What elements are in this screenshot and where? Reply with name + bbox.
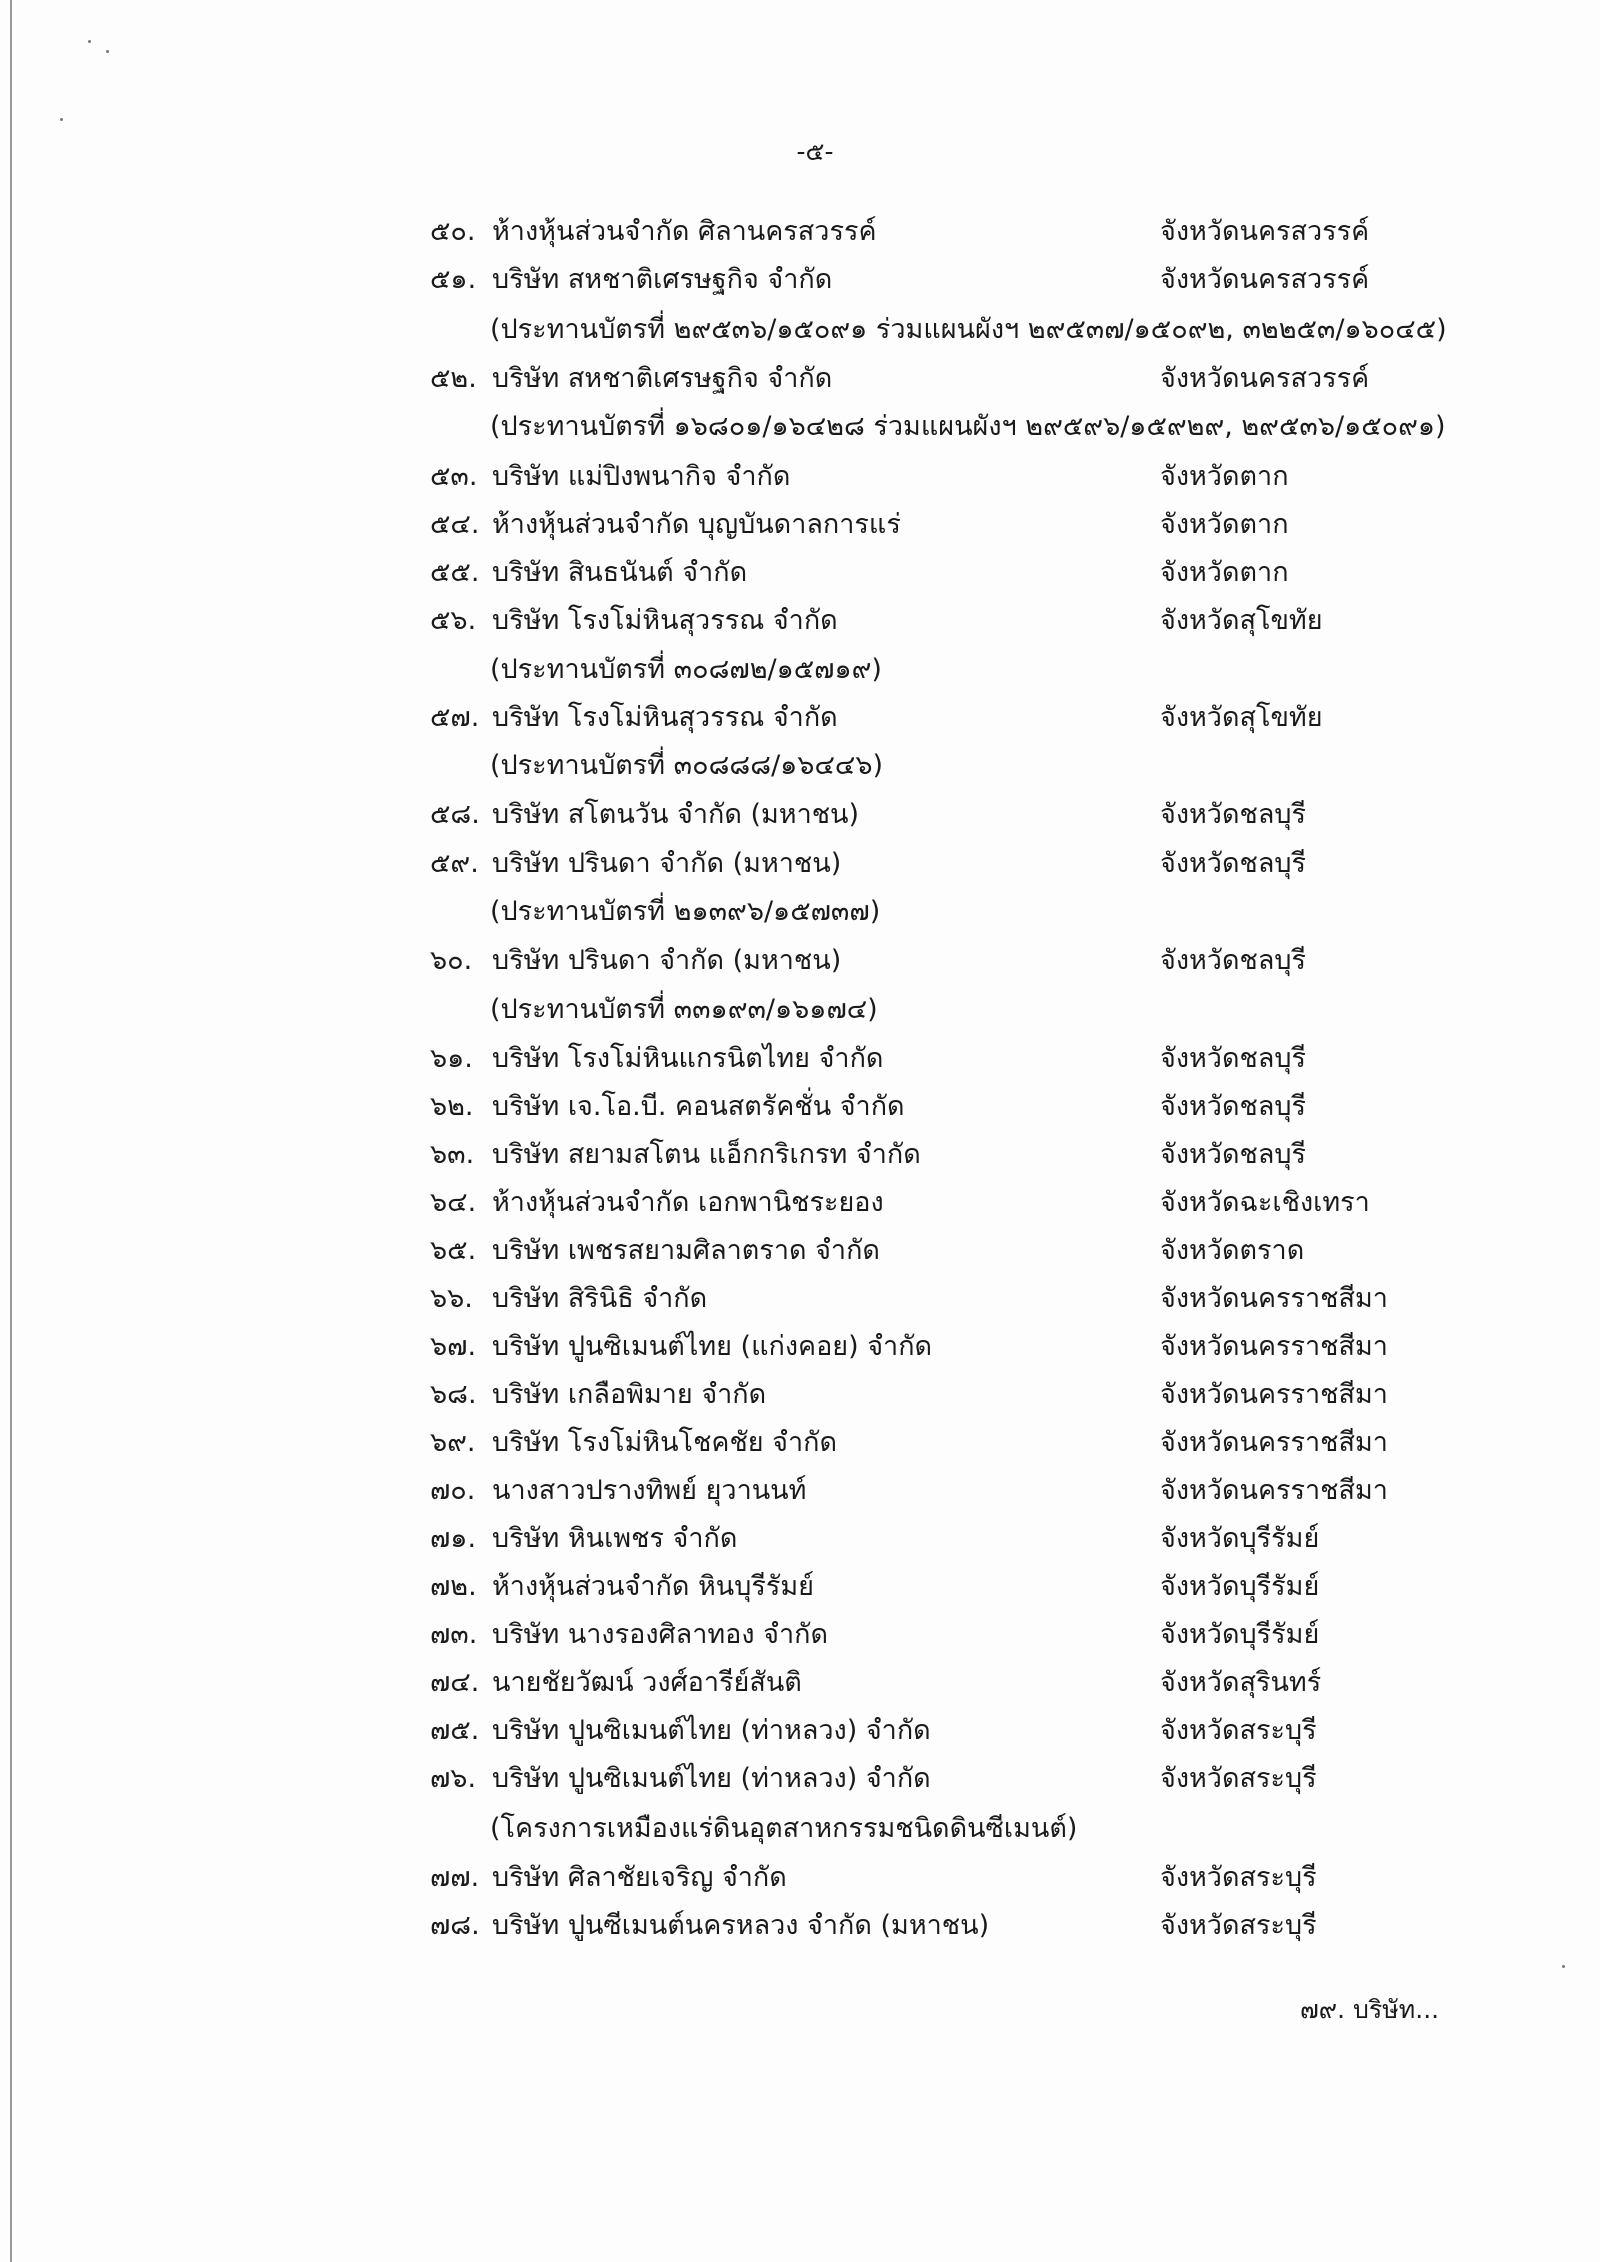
- list-item: [430, 1037, 1150, 1081]
- company-name: บริษัท สหชาติเศรษฐกิจ จำกัด: [492, 363, 833, 394]
- license-note: (ประทานบัตรที่ ๓๐๘๘๘/๑๖๔๔๖): [490, 750, 883, 781]
- province-label: จังหวัดบุรีรัมย์: [1160, 1571, 1320, 1602]
- province-label: จังหวัดนครสวรรค์: [1160, 363, 1370, 394]
- company-name: ห้างหุ้นส่วนจำกัด เอกพานิชระยอง: [492, 1187, 884, 1218]
- list-item: [430, 1757, 1150, 1801]
- province-label: จังหวัดสุโขทัย: [1160, 605, 1323, 636]
- item-number: ๕๑.: [430, 264, 477, 295]
- item-number: ๕๙.: [430, 848, 479, 879]
- province-label: จังหวัดตาก: [1160, 557, 1289, 588]
- province-label: จังหวัดสุรินทร์: [1160, 1667, 1322, 1698]
- province-label: จังหวัดนครราชสีมา: [1160, 1427, 1388, 1458]
- license-note: (ประทานบัตรที่ ๑๖๘๐๑/๑๖๔๒๘ ร่วมแผนผังฯ ๒๙๕๙๖/๑๕๙๒๙, ๒๙๕๓๖/๑๕๐๙๑): [490, 411, 1446, 442]
- list-item: [430, 793, 1150, 837]
- list-item: [430, 1325, 1150, 1369]
- list-item: [430, 1856, 1150, 1900]
- list-item: [430, 455, 1150, 499]
- company-name: บริษัท ปูนซิเมนต์ไทย (ท่าหลวง) จำกัด: [492, 1763, 931, 1794]
- province-label: จังหวัดสระบุรี: [1160, 1862, 1317, 1893]
- item-number: ๗๓.: [430, 1619, 478, 1650]
- company-name: บริษัท โรงโม่หินสุวรรณ จำกัด: [492, 702, 838, 733]
- province-label: จังหวัดชลบุรี: [1160, 1139, 1307, 1170]
- company-name: บริษัท แม่ปิงพนากิจ จำกัด: [492, 461, 791, 492]
- company-name: ห้างหุ้นส่วนจำกัด ศิลานครสวรรค์: [492, 216, 877, 247]
- company-name: บริษัท สินธนันต์ จำกัด: [492, 557, 748, 588]
- item-number: ๗๔.: [430, 1667, 480, 1698]
- company-name: บริษัท สิรินิธิ จำกัด: [492, 1283, 708, 1314]
- company-name: บริษัท สยามสโตน แอ็กกริเกรท จำกัด: [492, 1139, 921, 1170]
- province-label: จังหวัดตาก: [1160, 461, 1289, 492]
- list-item: [430, 210, 1150, 254]
- company-name: บริษัท หินเพชร จำกัด: [492, 1523, 738, 1554]
- project-note: (โครงการเหมืองแร่ดินอุตสาหกรรมชนิดดินซีเมนต์): [490, 1813, 1078, 1844]
- company-name: บริษัท ศิลาชัยเจริญ จำกัด: [492, 1862, 787, 1893]
- company-name: บริษัท โรงโม่หินแกรนิตไทย จำกัด: [492, 1043, 884, 1074]
- company-name: นายชัยวัฒน์ วงศ์อารีย์สันติ: [492, 1667, 802, 1698]
- list-item: [430, 1133, 1150, 1177]
- list-item: [430, 1229, 1150, 1273]
- company-name: นางสาวปรางทิพย์ ยุวานนท์: [492, 1475, 807, 1506]
- item-number: ๗๑.: [430, 1523, 477, 1554]
- page-number: -๕-: [796, 137, 834, 166]
- scan-speck: [1562, 1965, 1565, 1968]
- list-item: [430, 696, 1150, 740]
- company-name: บริษัท ปูนซิเมนต์ไทย (ท่าหลวง) จำกัด: [492, 1715, 931, 1746]
- company-name: บริษัท โรงโม่หินโชคชัย จำกัด: [492, 1427, 838, 1458]
- item-number: ๖๔.: [430, 1187, 477, 1218]
- company-name: บริษัท สหชาติเศรษฐกิจ จำกัด: [492, 264, 833, 295]
- license-note: (ประทานบัตรที่ ๒๑๓๙๖/๑๕๗๓๗): [490, 896, 881, 927]
- company-name: บริษัท เพชรสยามศิลาตราด จำกัด: [492, 1235, 880, 1266]
- province-label: จังหวัดสระบุรี: [1160, 1715, 1317, 1746]
- company-name: บริษัท นางรองศิลาทอง จำกัด: [492, 1619, 829, 1650]
- continuation-footer: ๗๙. บริษัท...: [1300, 1995, 1440, 2024]
- item-number: ๖๒.: [430, 1091, 474, 1122]
- item-number: ๕๔.: [430, 509, 480, 540]
- list-item: [430, 1613, 1150, 1657]
- item-number: ๗๕.: [430, 1715, 480, 1746]
- item-number: ๕๓.: [430, 461, 478, 492]
- scan-speck: [88, 40, 91, 43]
- item-number: ๗๗.: [430, 1862, 480, 1893]
- item-number: ๕๗.: [430, 702, 480, 733]
- item-number: ๖๙.: [430, 1427, 476, 1458]
- item-number: ๖๗.: [430, 1331, 477, 1362]
- item-number: ๖๐.: [430, 945, 473, 976]
- scan-speck: [60, 118, 63, 121]
- list-item: [430, 503, 1150, 547]
- province-label: จังหวัดชลบุรี: [1160, 848, 1307, 879]
- province-label: จังหวัดชลบุรี: [1160, 1043, 1307, 1074]
- company-name: บริษัท ปรินดา จำกัด (มหาชน): [492, 945, 842, 976]
- province-label: จังหวัดนครราชสีมา: [1160, 1379, 1388, 1410]
- item-number: ๕๕.: [430, 557, 480, 588]
- company-name: บริษัท สโตนวัน จำกัด (มหาชน): [492, 799, 860, 830]
- list-item: [430, 1709, 1150, 1753]
- list-item: [430, 357, 1150, 401]
- company-name: บริษัท โรงโม่หินสุวรรณ จำกัด: [492, 605, 838, 636]
- company-name: บริษัท เจ.โอ.บี. คอนสตรัคชั่น จำกัด: [492, 1091, 905, 1122]
- company-name: บริษัท ปูนซิเมนต์ไทย (แก่งคอย) จำกัด: [492, 1331, 933, 1362]
- item-number: ๖๑.: [430, 1043, 473, 1074]
- province-label: จังหวัดสระบุรี: [1160, 1763, 1317, 1794]
- item-number: ๗๐.: [430, 1475, 476, 1506]
- item-number: ๕๐.: [430, 216, 476, 247]
- item-number: ๕๒.: [430, 363, 477, 394]
- province-label: จังหวัดชลบุรี: [1160, 1091, 1307, 1122]
- province-label: จังหวัดนครราชสีมา: [1160, 1475, 1388, 1506]
- province-label: จังหวัดสุโขทัย: [1160, 702, 1323, 733]
- item-number: ๖๘.: [430, 1379, 477, 1410]
- item-number: ๕๖.: [430, 605, 477, 636]
- item-number: ๗๘.: [430, 1910, 480, 1941]
- scan-speck: [106, 50, 109, 53]
- scan-edge-line: [10, 0, 12, 2262]
- province-label: จังหวัดตาก: [1160, 509, 1289, 540]
- list-item: [430, 842, 1150, 886]
- license-note: (ประทานบัตรที่ ๒๙๕๓๖/๑๕๐๙๑ ร่วมแผนผังฯ ๒๙๕๓๗/๑๕๐๙๒, ๓๒๒๕๓/๑๖๐๔๕): [490, 314, 1447, 345]
- item-number: ๕๘.: [430, 799, 480, 830]
- list-item: [430, 599, 1150, 643]
- company-name: บริษัท ปรินดา จำกัด (มหาชน): [492, 848, 842, 879]
- province-label: จังหวัดนครสวรรค์: [1160, 264, 1370, 295]
- list-item: [430, 1181, 1150, 1225]
- province-label: จังหวัดนครราชสีมา: [1160, 1283, 1388, 1314]
- list-item: [430, 1661, 1150, 1705]
- province-label: จังหวัดชลบุรี: [1160, 945, 1307, 976]
- province-label: จังหวัดบุรีรัมย์: [1160, 1523, 1320, 1554]
- item-number: ๖๖.: [430, 1283, 473, 1314]
- province-label: จังหวัดตราด: [1160, 1235, 1305, 1266]
- company-name: ห้างหุ้นส่วนจำกัด บุญบันดาลการแร่: [492, 509, 901, 540]
- list-item: [430, 1421, 1150, 1465]
- list-item: [430, 1517, 1150, 1561]
- province-label: จังหวัดสระบุรี: [1160, 1910, 1317, 1941]
- province-label: จังหวัดบุรีรัมย์: [1160, 1619, 1320, 1650]
- list-item: [430, 1565, 1150, 1609]
- province-label: จังหวัดนครสวรรค์: [1160, 216, 1370, 247]
- list-item: [430, 258, 1150, 302]
- list-item: [430, 1904, 1150, 1948]
- item-number: ๖๓.: [430, 1139, 475, 1170]
- item-number: ๗๖.: [430, 1763, 477, 1794]
- company-name: บริษัท เกลือพิมาย จำกัด: [492, 1379, 767, 1410]
- list-item: [430, 1277, 1150, 1321]
- company-name: ห้างหุ้นส่วนจำกัด หินบุรีรัมย์: [492, 1571, 814, 1602]
- item-number: ๗๒.: [430, 1571, 477, 1602]
- list-item: [430, 939, 1150, 983]
- item-number: ๖๕.: [430, 1235, 477, 1266]
- license-note: (ประทานบัตรที่ ๓๓๑๙๓/๑๖๑๗๔): [490, 994, 878, 1025]
- license-note: (ประทานบัตรที่ ๓๐๘๗๒/๑๕๗๑๙): [490, 654, 882, 685]
- list-item: [430, 1373, 1150, 1417]
- list-item: [430, 1085, 1150, 1129]
- province-label: จังหวัดชลบุรี: [1160, 799, 1307, 830]
- province-label: จังหวัดฉะเชิงเทรา: [1160, 1187, 1370, 1218]
- list-item: [430, 551, 1150, 595]
- list-item: [430, 1469, 1150, 1513]
- province-label: จังหวัดนครราชสีมา: [1160, 1331, 1388, 1362]
- company-name: บริษัท ปูนซีเมนต์นครหลวง จำกัด (มหาชน): [492, 1910, 990, 1941]
